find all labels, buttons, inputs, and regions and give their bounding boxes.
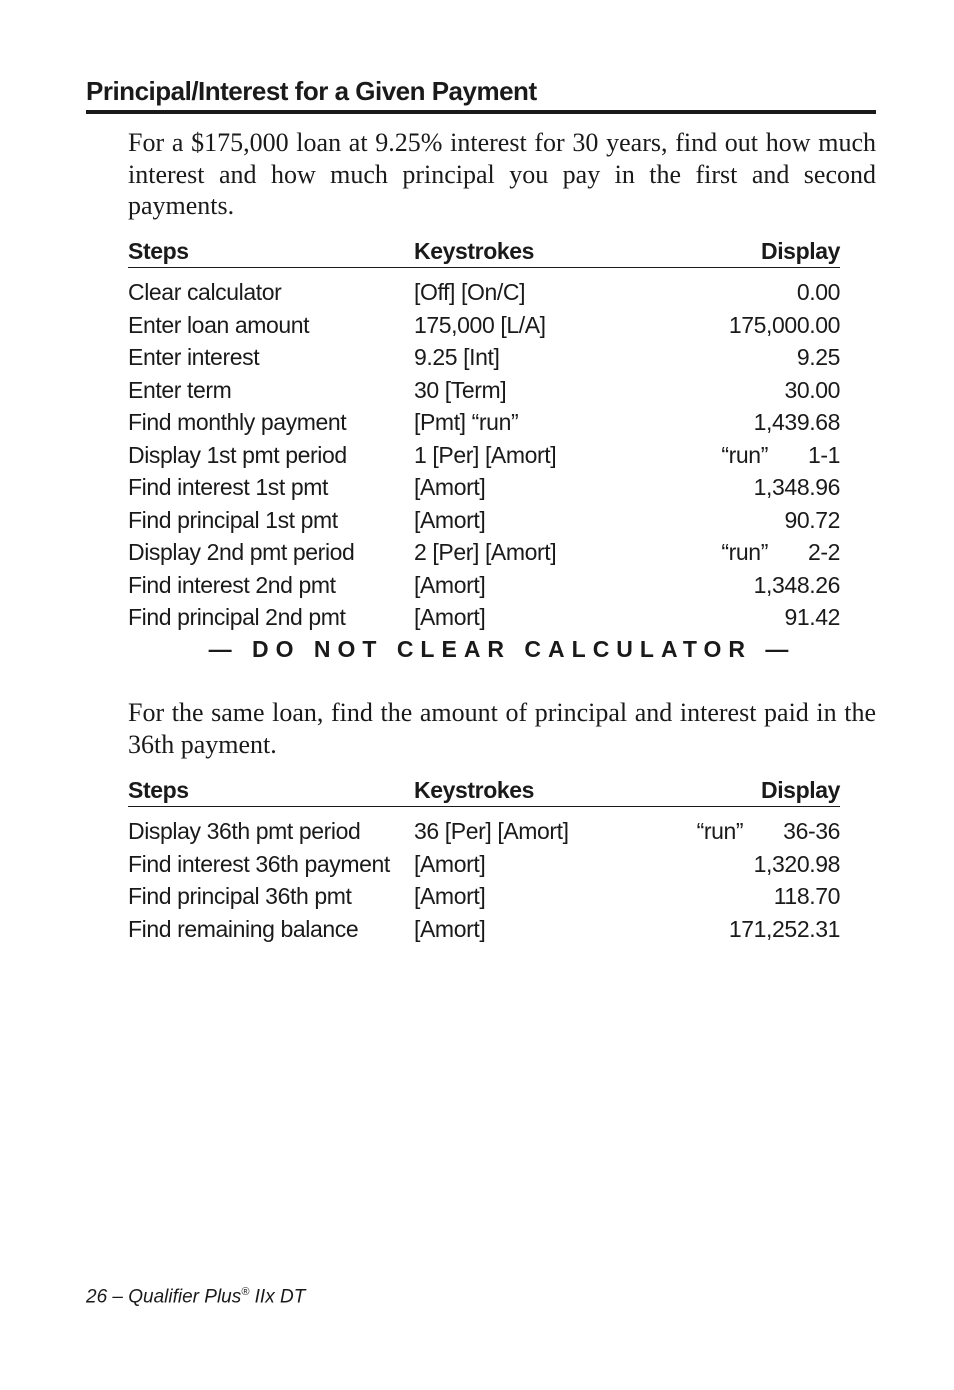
table-header-row [128,775,840,807]
steps-table-1 [128,236,840,634]
keystrokes-cell: [Amort] [414,506,486,533]
table-row [128,471,840,504]
display-value: 90.72 [784,506,840,533]
table-row [128,807,840,848]
display-value: 36-36 [783,818,840,844]
step-cell: Find remaining balance [128,915,359,942]
table-row [128,406,840,439]
table-row [128,569,840,602]
table-row [128,439,840,472]
keystrokes-header: Keystrokes [414,775,674,807]
keystrokes-header: Keystrokes [414,236,674,268]
keystrokes-cell: 9.25 [Int] [414,344,500,370]
table-row [128,601,840,634]
display-value-wrap [674,374,840,407]
display-cell [674,374,840,407]
step-cell: Clear calculator [128,279,282,305]
step-cell: Display 36th pmt period [128,818,361,844]
display-value: 1-1 [807,441,840,468]
step-cell: Enter interest [128,344,260,370]
display-value-wrap [674,848,840,881]
display-value-wrap [674,439,840,472]
display-cell [674,807,840,848]
run-indicator: “run” [721,539,768,565]
table-row [128,880,840,913]
display-value: 171,252.31 [728,915,840,942]
display-value-wrap [674,569,840,602]
display-value-wrap [674,880,840,913]
table-row [128,341,840,374]
step-cell: Display 1st pmt period [128,441,347,468]
display-value: 9.25 [796,344,840,370]
table-row [128,848,840,881]
display-value-wrap [674,406,840,439]
display-cell [674,913,840,946]
display-header: Display [674,236,840,268]
run-indicator: “run” [696,818,744,844]
section-title: Principal/Interest for a Given Payment [86,74,876,114]
table-row [128,309,840,342]
steps-header: Steps [128,775,414,807]
display-cell [674,406,840,439]
display-cell [674,880,840,913]
step-cell: Enter term [128,376,232,403]
keystrokes-cell: [Off] [On/C] [414,279,526,305]
table-row [128,268,840,309]
table-row [128,374,840,407]
step-cell: Find interest 2nd pmt [128,571,336,598]
display-cell [674,439,840,472]
step-cell: Find principal 1st pmt [128,506,338,533]
footer-prefix: 26 – Qualifier Plus [86,1286,242,1308]
display-cell [674,536,840,569]
keystrokes-cell: [Amort] [414,883,486,909]
display-cell [674,601,840,634]
page-footer [86,1286,305,1308]
display-value: 1,348.26 [753,571,840,598]
keystrokes-cell: 30 [Term] [414,376,507,403]
keystrokes-cell: [Amort] [414,474,486,500]
second-paragraph: For the same loan, find the amount of principal and interest paid in the 36th payment. [128,698,876,759]
step-cell: Find interest 36th payment [128,850,390,877]
step-cell: Display 2nd pmt period [128,539,355,565]
display-cell [674,341,840,374]
step-cell: Find interest 1st pmt [128,474,328,500]
steps-table-2 [128,775,840,945]
display-value-wrap [674,815,840,848]
display-value-wrap [674,341,840,374]
keystrokes-cell: [Amort] [414,915,486,942]
display-value: 118.70 [773,883,840,909]
table-row [128,913,840,946]
steps-table-1-body [128,268,840,634]
step-cell: Find principal 36th pmt [128,883,352,909]
steps-header: Steps [128,236,414,268]
display-value: 30.00 [784,376,840,403]
step-cell: Enter loan amount [128,311,310,338]
display-value: 175,000.00 [728,311,840,338]
keystrokes-cell: [Amort] [414,571,486,598]
display-value-wrap [674,471,840,504]
keystrokes-cell: 175,000 [L/A] [414,311,546,338]
display-cell [674,268,840,309]
table-row [128,504,840,537]
table-header-row [128,236,840,268]
display-value-wrap [674,504,840,537]
step-cell: Find principal 2nd pmt [128,604,346,630]
display-value: 91.42 [784,604,840,630]
step-cell: Find monthly payment [128,409,347,435]
display-value-wrap [674,276,840,309]
display-cell [674,309,840,342]
display-header: Display [674,775,840,807]
display-value: 1,348.96 [753,474,840,500]
display-value-wrap [674,913,840,946]
keystrokes-cell: 36 [Per] [Amort] [414,818,569,844]
run-indicator: “run” [721,441,768,468]
display-value: 1,439.68 [753,409,840,435]
steps-table-2-body [128,807,840,946]
keystrokes-cell: [Amort] [414,604,486,630]
display-value-wrap [674,309,840,342]
display-cell [674,504,840,537]
keystrokes-cell: [Pmt] “run” [414,409,519,435]
intro-paragraph: For a $175,000 loan at 9.25% interest for 30 years, find out how much interest and how much principal you pay in the first and second payments. [128,128,876,220]
footer-suffix: IIx DT [249,1286,306,1308]
registered-mark: ® [241,1286,250,1298]
display-value: 2-2 [807,539,840,565]
keystrokes-cell: 1 [Per] [Amort] [414,441,557,468]
display-value: 1,320.98 [753,850,840,877]
table-row [128,536,840,569]
display-value-wrap [674,536,840,569]
keystrokes-cell: 2 [Per] [Amort] [414,539,557,565]
do-not-clear-notice: — DO NOT CLEAR CALCULATOR — [208,636,796,662]
keystrokes-cell: [Amort] [414,850,486,877]
display-value-wrap [674,601,840,634]
display-cell [674,569,840,602]
display-cell [674,848,840,881]
display-value: 0.00 [796,279,840,305]
display-cell [674,471,840,504]
